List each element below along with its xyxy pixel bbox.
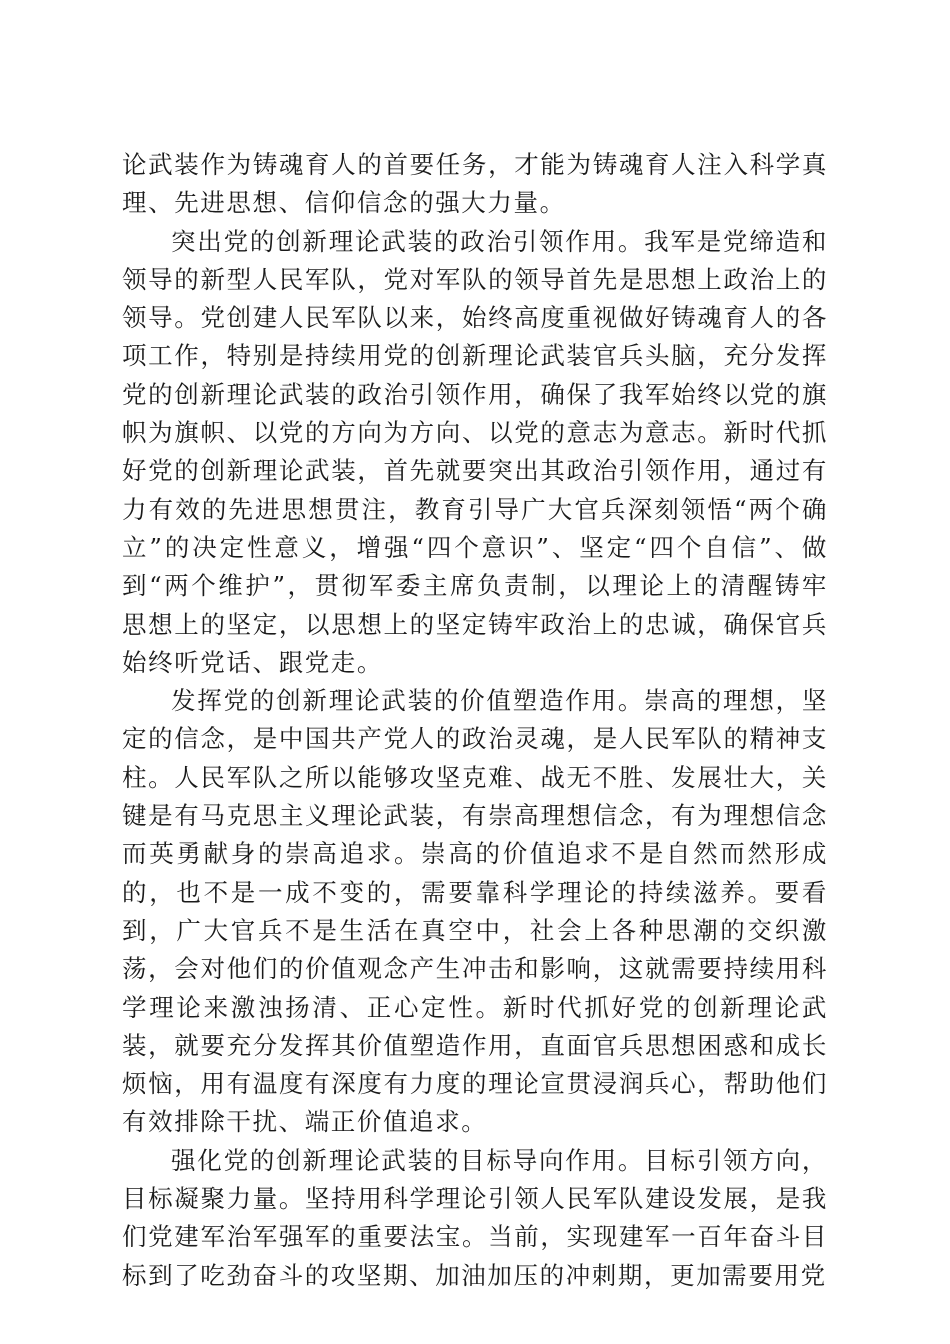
paragraph-political-leadership: 突出党的创新理论武装的政治引领作用。我军是党缔造和领导的新型人民军队，党对军队的领导首先是思想上政治上的领导。党创建人民军队以来，始终高度重视做好铸魂育人的各项工作，特别是持续用党的创新理论武装官兵头脑，充分发挥党的创新理论武装的政治引领作用，确保了我军始终以党的旗帜为旗帜、以党的方向为方向、以党的意志为意志。新时代抓好党的创新理论武装，首先就要突出其政治引领作用，通过有力有效的先进思想贯注，教育引导广大官兵深刻领悟“两个确立”的决定性意义，增强“四个意识”、坚定“四个自信”、做到“两个维护”，贯彻军委主席负责制，以理论上的清醒铸牢思想上的坚定，以思想上的坚定铸牢政治上的忠诚，确保官兵始终听党话、跟党走。 bbox=[122, 226, 828, 677]
paragraph-continuation: 论武装作为铸魂育人的首要任务，才能为铸魂育人注入科学真理、先进思想、信仰信念的强大力量。 bbox=[122, 150, 828, 218]
paragraph-goal-orientation: 强化党的创新理论武装的目标导向作用。目标引领方向，目标凝聚力量。坚持用科学理论引领人民军队建设发展，是我们党建军治军强军的重要法宝。当前，实现建军一百年奋斗目标到了吃劲奋斗的攻坚期、加油加压的冲刺期，更加需要用党 bbox=[122, 1145, 828, 1290]
article-body bbox=[122, 146, 828, 1295]
paragraph-value-shaping: 发挥党的创新理论武装的价值塑造作用。崇高的理想，坚定的信念，是中国共产党人的政治灵魂，是人民军队的精神支柱。人民军队之所以能够攻坚克难、战无不胜、发展壮大，关键是有马克思主义理论武装，有崇高理想信念，有为理想信念而英勇献身的崇高追求。崇高的价值追求不是自然而然形成的，也不是一成不变的，需要靠科学理论的持续滋养。要看到，广大官兵不是生活在真空中，社会上各种思潮的交织激荡，会对他们的价值观念产生冲击和影响，这就需要持续用科学理论来激浊扬清、正心定性。新时代抓好党的创新理论武装，就要充分发挥其价值塑造作用，直面官兵思想困惑和成长烦恼，用有温度有深度有力度的理论宣贯浸润兵心，帮助他们有效排除干扰、端正价值追求。 bbox=[122, 686, 828, 1137]
